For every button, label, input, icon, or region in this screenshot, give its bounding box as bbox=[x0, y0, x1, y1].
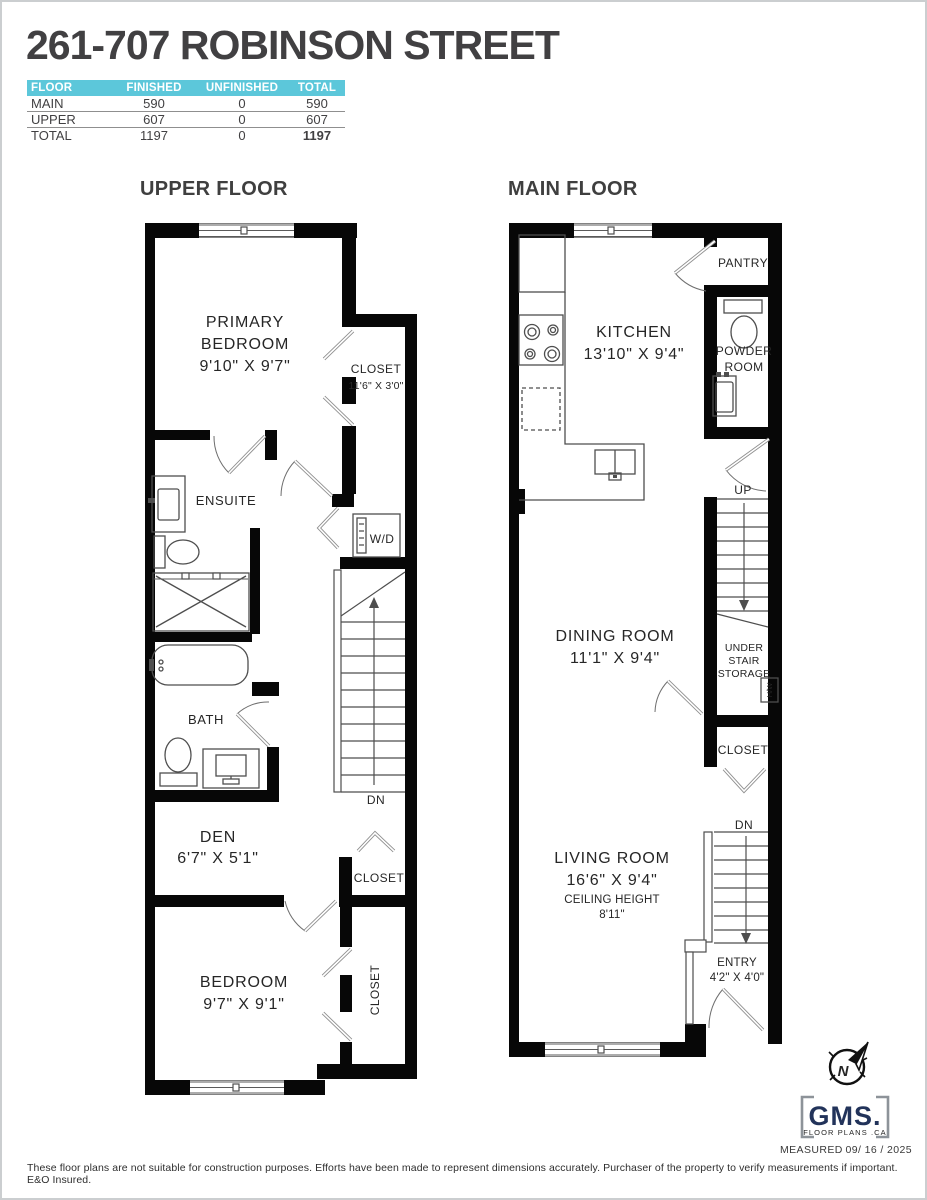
room-label-powder-room: POWDER bbox=[715, 344, 773, 358]
room-label-closet1: CLOSET bbox=[350, 362, 402, 376]
tub-faucet-icon bbox=[149, 659, 154, 671]
main-window-bottom bbox=[545, 1043, 660, 1057]
main-window-top bbox=[574, 224, 652, 238]
upper-window-bottom bbox=[190, 1081, 284, 1095]
cell-total-total: 1197 bbox=[302, 128, 332, 143]
upper-floor-title: UPPER FLOOR bbox=[140, 178, 288, 200]
area-table-header-row bbox=[27, 80, 345, 96]
room-dims-kitchen: 13'10" X 9'4" bbox=[583, 346, 685, 363]
pantry-door-leaf bbox=[675, 241, 715, 273]
svg-text:STORAGE: STORAGE bbox=[717, 668, 771, 680]
dining-door-leaf bbox=[668, 681, 702, 714]
upper-doors bbox=[214, 331, 394, 1040]
room-label-pantry: PANTRY bbox=[718, 256, 768, 270]
upper-stairs bbox=[334, 570, 405, 792]
col-header-floor: FLOOR bbox=[31, 82, 73, 94]
room-dims-primary-bedroom: 9'10" X 9'7" bbox=[199, 358, 291, 375]
logo-text: GMS. bbox=[808, 1101, 882, 1131]
stairs-up-arrowhead bbox=[739, 600, 749, 611]
powder-toilet-tank bbox=[724, 300, 762, 313]
upper-walls bbox=[145, 223, 417, 1095]
svg-text:N: N bbox=[837, 1063, 849, 1080]
kitchen-fixtures bbox=[519, 235, 644, 500]
col-header-total: TOTAL bbox=[297, 82, 337, 94]
upper-room-labels bbox=[177, 314, 404, 1015]
hall-door-leaf bbox=[726, 439, 769, 470]
compass-icon bbox=[820, 1036, 876, 1092]
ensuite-toilet bbox=[167, 540, 199, 564]
room-dims-bedroom: 9'7" X 9'1" bbox=[203, 996, 285, 1013]
room-label-bath: BATH bbox=[187, 712, 225, 727]
svg-text:BEDROOM: BEDROOM bbox=[200, 336, 290, 353]
stove bbox=[519, 315, 563, 365]
stairs-down-arrowhead bbox=[741, 933, 751, 944]
label-wd: W/D bbox=[369, 532, 395, 546]
faucet-icon bbox=[148, 498, 155, 503]
measured-line bbox=[780, 1144, 912, 1156]
cell-upper-unfinished: 0 bbox=[195, 112, 289, 128]
table-row-upper bbox=[27, 112, 345, 128]
logo-subtext: FLOOR PLANS .CA bbox=[803, 1128, 887, 1137]
col-header-unfinished: UNFINISHED bbox=[205, 82, 279, 94]
dishwasher bbox=[522, 388, 560, 430]
closet2-door-chevron bbox=[358, 833, 394, 851]
cell-total-floor: TOTAL bbox=[31, 128, 72, 143]
room-label-primary-bedroom: PRIMARY bbox=[205, 314, 285, 331]
page-title: 261-707 ROBINSON STREET bbox=[26, 22, 559, 68]
fridge bbox=[519, 235, 565, 292]
cell-upper-finished: 607 bbox=[113, 112, 195, 128]
closet-door-chevron bbox=[724, 769, 765, 791]
room-label-closet2: CLOSET bbox=[353, 871, 405, 885]
entry-door-leaf bbox=[723, 989, 763, 1030]
upper-window-top bbox=[199, 224, 294, 238]
svg-text:8'11": 8'11" bbox=[599, 909, 625, 921]
measured-label: MEASURED bbox=[780, 1144, 843, 1156]
room-label-ensuite: ENSUITE bbox=[195, 493, 257, 508]
label-dn-main: DN bbox=[734, 818, 754, 832]
main-stairs-up bbox=[717, 499, 768, 627]
door-leaf bbox=[229, 436, 265, 473]
bedroom-closet-leaf bbox=[323, 949, 351, 976]
area-table bbox=[27, 80, 345, 143]
label-ceiling-height: CEILING HEIGHT bbox=[564, 894, 660, 906]
room-dims-living-room: 16'6" X 9'4" bbox=[566, 872, 658, 889]
svg-text:ROOM: ROOM bbox=[724, 360, 764, 374]
ensuite-vanity bbox=[152, 476, 185, 532]
label-hw: H/W bbox=[765, 682, 774, 698]
room-dims-entry: 4'2" X 4'0" bbox=[709, 972, 765, 984]
bath-door-leaf bbox=[237, 714, 269, 746]
main-stairs-down bbox=[685, 832, 768, 1024]
room-label-closet: CLOSET bbox=[717, 743, 769, 757]
door-leaf bbox=[295, 461, 332, 496]
cell-main-total: 590 bbox=[289, 96, 345, 112]
closet-door-leaf bbox=[324, 331, 353, 359]
wd-door-chevron bbox=[319, 508, 338, 548]
shower bbox=[153, 573, 249, 631]
room-dims-closet1: 11'6" X 3'0" bbox=[348, 380, 404, 392]
room-label-den: DEN bbox=[199, 829, 237, 846]
cell-main-finished: 590 bbox=[113, 96, 195, 112]
svg-text:STAIR: STAIR bbox=[728, 655, 760, 667]
table-row-main bbox=[27, 96, 345, 112]
den-door-leaf bbox=[305, 901, 336, 931]
col-header-finished: FINISHED bbox=[126, 82, 182, 94]
bedroom-closet-leaf bbox=[323, 1013, 351, 1040]
cell-total-finished: 1197 bbox=[140, 128, 168, 143]
label-under-stair-storage: UNDER bbox=[724, 642, 764, 654]
powder-room-fixtures bbox=[713, 300, 762, 416]
cell-main-unfinished: 0 bbox=[195, 96, 289, 112]
table-row-total bbox=[27, 128, 345, 144]
bath-toilet bbox=[165, 738, 191, 772]
room-label-living-room: LIVING ROOM bbox=[554, 850, 670, 867]
room-label-kitchen: KITCHEN bbox=[596, 324, 672, 341]
bathtub bbox=[152, 645, 248, 685]
bath-vanity bbox=[203, 749, 259, 788]
room-label-entry: ENTRY bbox=[717, 957, 757, 969]
room-dims-dining-room: 11'1" X 9'4" bbox=[570, 650, 660, 667]
room-label-bedroom: BEDROOM bbox=[199, 974, 289, 991]
cell-main-floor: MAIN bbox=[27, 96, 113, 112]
room-label-dining-room: DINING ROOM bbox=[555, 628, 675, 645]
room-label-closet3: CLOSET bbox=[368, 964, 382, 1016]
main-floor-plan bbox=[502, 217, 792, 1067]
measured-date: 09/ 16 / 2025 bbox=[845, 1144, 912, 1156]
cell-total-unfinished: 0 bbox=[238, 128, 246, 143]
ensuite-toilet-tank bbox=[154, 536, 165, 568]
label-dn: DN bbox=[366, 793, 386, 807]
cell-upper-floor: UPPER bbox=[27, 112, 113, 128]
stairs-up-arrowhead bbox=[369, 597, 379, 608]
label-up: UP bbox=[734, 483, 752, 497]
upper-floor-plan bbox=[142, 217, 432, 1102]
room-dims-den: 6'7" X 5'1" bbox=[177, 850, 259, 867]
main-floor-title: MAIN FLOOR bbox=[508, 178, 638, 200]
disclaimer-text: These floor plans are not suitable for construction purposes. Efforts have been made to represent dimensions accurately. Purchaser of the property to verify measurements if important. E&O Insured. bbox=[27, 1162, 898, 1186]
cell-upper-total: 607 bbox=[289, 112, 345, 128]
gms-logo bbox=[799, 1094, 891, 1142]
island-sink-cabinet bbox=[595, 450, 635, 480]
